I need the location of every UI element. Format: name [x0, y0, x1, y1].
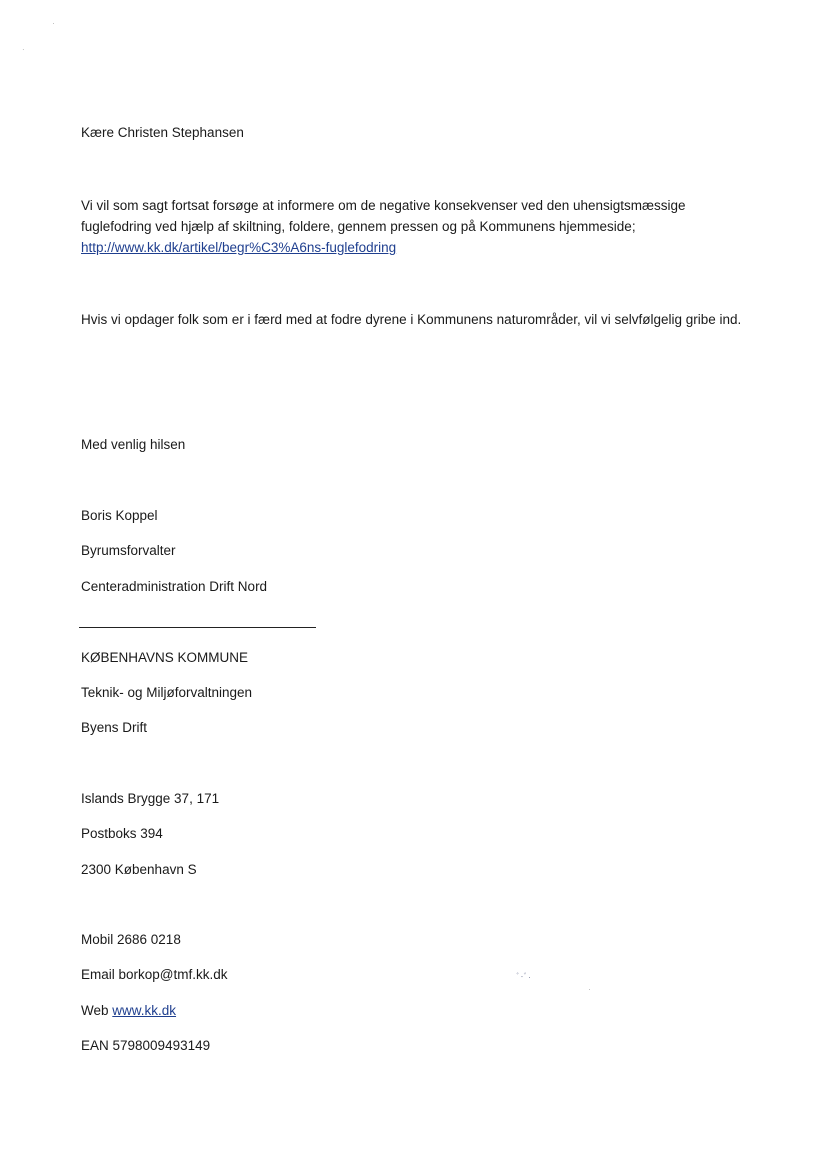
scan-speck: ∙ — [22, 44, 25, 54]
signer-title: Byrumsforvalter — [81, 543, 176, 558]
signature-divider — [79, 627, 316, 628]
org-division: Byens Drift — [81, 720, 148, 735]
greeting: Kære Christen Stephansen — [81, 125, 244, 140]
contact-web-label: Web — [81, 1003, 109, 1018]
scan-speck: · — [588, 984, 591, 994]
org-department: Teknik- og Miljøforvaltningen — [81, 685, 253, 700]
contact-web — [81, 1001, 176, 1021]
org-name: KØBENHAVNS KOMMUNE — [81, 650, 249, 665]
closing: Med venlig hilsen — [81, 437, 186, 452]
address-pobox: Postboks 394 — [81, 826, 163, 841]
paragraph-info — [81, 195, 751, 258]
signer-unit: Centeradministration Drift Nord — [81, 579, 268, 594]
address-street: Islands Brygge 37, 171 — [81, 791, 220, 806]
website-link[interactable]: www.kk.dk — [112, 1003, 177, 1018]
contact-email: Email borkop@tmf.kk.dk — [81, 967, 228, 982]
signer-name: Boris Koppel — [81, 508, 158, 523]
fuglefodring-link[interactable]: http://www.kk.dk/artikel/begr%C3%A6ns-fuglefodring — [81, 240, 397, 255]
address-city: 2300 København S — [81, 862, 197, 877]
paragraph-info-text: Vi vil som sagt fortsat forsøge at informere om de negative konsekvenser ved den uhensigtsmæssige fuglefodring ved hjælp af skiltning, foldere, gennem pressen og på Kommunens hjemmeside; — [81, 198, 686, 234]
paragraph-action: Hvis vi opdager folk som er i færd med at fodre dyrene i Kommunens naturområder, vil vi selvfølgelig gribe ind. — [81, 312, 742, 327]
contact-ean: EAN 5798009493149 — [81, 1038, 211, 1053]
contact-mobile: Mobil 2686 0218 — [81, 932, 181, 947]
scan-speck: · — [52, 18, 55, 28]
scan-speck: ﾞ·ﾞ· — [516, 972, 531, 982]
